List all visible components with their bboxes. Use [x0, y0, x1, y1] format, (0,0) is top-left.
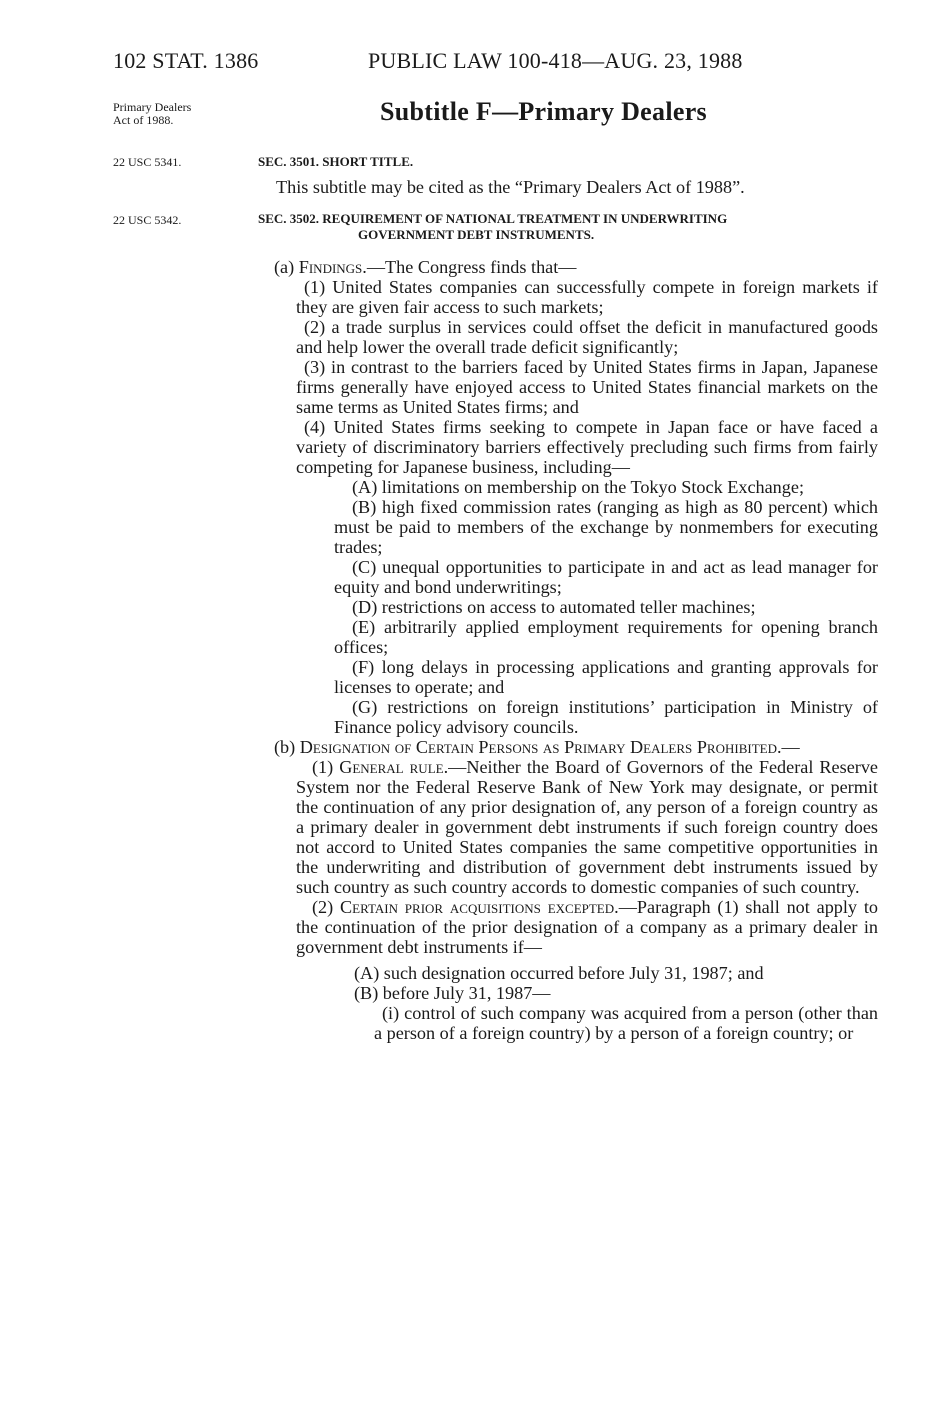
subparagraph-b2-a: (A) such designation occurred before July 31, 1987; and: [354, 963, 764, 983]
finding-4-d: (D) restrictions on access to automated teller machines;: [352, 597, 756, 617]
subsection-b-label: (b): [274, 737, 300, 757]
section-3502-heading-line2: GOVERNMENT DEBT INSTRUMENTS.: [358, 227, 595, 242]
paragraph-b2-heading: Certain prior acquisitions excepted.: [340, 897, 619, 917]
margin-note-act-name: [113, 101, 191, 127]
finding-4-e: (E) arbitrarily applied employment requirements for opening branch offices;: [334, 617, 878, 657]
finding-4-c: (C) unequal opportunities to participate in and act as lead manager for equity and bond underwritings;: [334, 557, 878, 597]
margin-note-act-line2: Act of 1988.: [113, 113, 174, 127]
subsection-a-heading: Findings.: [298, 257, 367, 277]
section-3501-heading: SEC. 3501. SHORT TITLE.: [258, 154, 414, 169]
section-3501-text: This subtitle may be cited as the “Primary Dealers Act of 1988”.: [276, 177, 745, 197]
subsection-a-lead: [258, 257, 878, 277]
page-reference: 102 STAT. 1386: [113, 48, 259, 73]
paragraph-b1: [258, 757, 878, 897]
finding-1: (1) United States companies can successfully compete in foreign markets if they are given fair access to such markets;: [296, 277, 878, 317]
subsection-b-dash: —: [781, 737, 800, 757]
paragraph-b1-label: (1): [312, 757, 340, 777]
paragraph-b2: [258, 897, 878, 957]
finding-4-g: (G) restrictions on foreign institutions’ participation in Ministry of Finance policy advisory councils.: [334, 697, 878, 737]
margin-note-usc-5342: 22 USC 5342.: [113, 213, 182, 227]
finding-2: (2) a trade surplus in services could offset the deficit in manufactured goods and help lower the overall trade deficit significantly;: [296, 317, 878, 357]
subtitle-heading: Subtitle F—Primary Dealers: [380, 97, 707, 126]
section-3502-heading: [258, 211, 878, 243]
finding-4-b: (B) high fixed commission rates (ranging as high as 80 percent) which must be paid to members of the exchange by nonmembers for executing trades;: [334, 497, 878, 557]
paragraph-b1-heading: General rule.: [339, 757, 449, 777]
section-3502-body: [258, 257, 878, 1043]
law-reference: PUBLIC LAW 100-418—AUG. 23, 1988: [368, 48, 743, 73]
subsection-b-title: Designation of Certain Persons as Primary Dealers Prohibited.: [299, 737, 782, 757]
finding-4-a: (A) limitations on membership on the Tokyo Stock Exchange;: [352, 477, 804, 497]
subsection-a-lead-text: —The Congress finds that—: [366, 257, 577, 277]
paragraph-b2-text: —Paragraph (1) shall not apply to the continuation of the prior designation of a company as a primary dealer in government debt instruments if—: [296, 897, 878, 957]
subsection-a-label: (a): [274, 257, 299, 277]
clause-b2-b-i: (i) control of such company was acquired from a person (other than a person of a foreign country) by a person of a foreign country; or: [374, 1003, 878, 1043]
finding-3: (3) in contrast to the barriers faced by United States firms in Japan, Japanese firms generally have enjoyed access to United States financial markets on the same terms as United States firms; and: [296, 357, 878, 417]
margin-note-usc-5341: 22 USC 5341.: [113, 155, 182, 169]
section-3502-heading-line1: SEC. 3502. REQUIREMENT OF NATIONAL TREATMENT IN UNDERWRITING: [258, 211, 728, 226]
paragraph-b1-text: —Neither the Board of Governors of the Federal Reserve System nor the Federal Reserve Bank of New York may designate, or permit the continuation of any prior designation of, any person of a foreign country as a primary dealer in government debt instruments if such foreign country does not accord to United States companies the same competitive opportunities in the underwriting and distribution of government debt instruments issued by such country as such country accords to domestic companies of such country.: [296, 757, 878, 897]
subsection-b-heading: [258, 737, 878, 757]
finding-4-f: (F) long delays in processing applications and granting approvals for licenses to operate; and: [334, 657, 878, 697]
margin-note-act-line1: Primary Dealers: [113, 100, 192, 114]
subparagraph-b2-b: (B) before July 31, 1987—: [354, 983, 551, 1003]
paragraph-b2-label: (2): [312, 897, 341, 917]
finding-4: (4) United States firms seeking to compete in Japan face or have faced a variety of discriminatory barriers effectively precluding such firms from fairly competing for Japanese business, including—: [296, 417, 878, 477]
